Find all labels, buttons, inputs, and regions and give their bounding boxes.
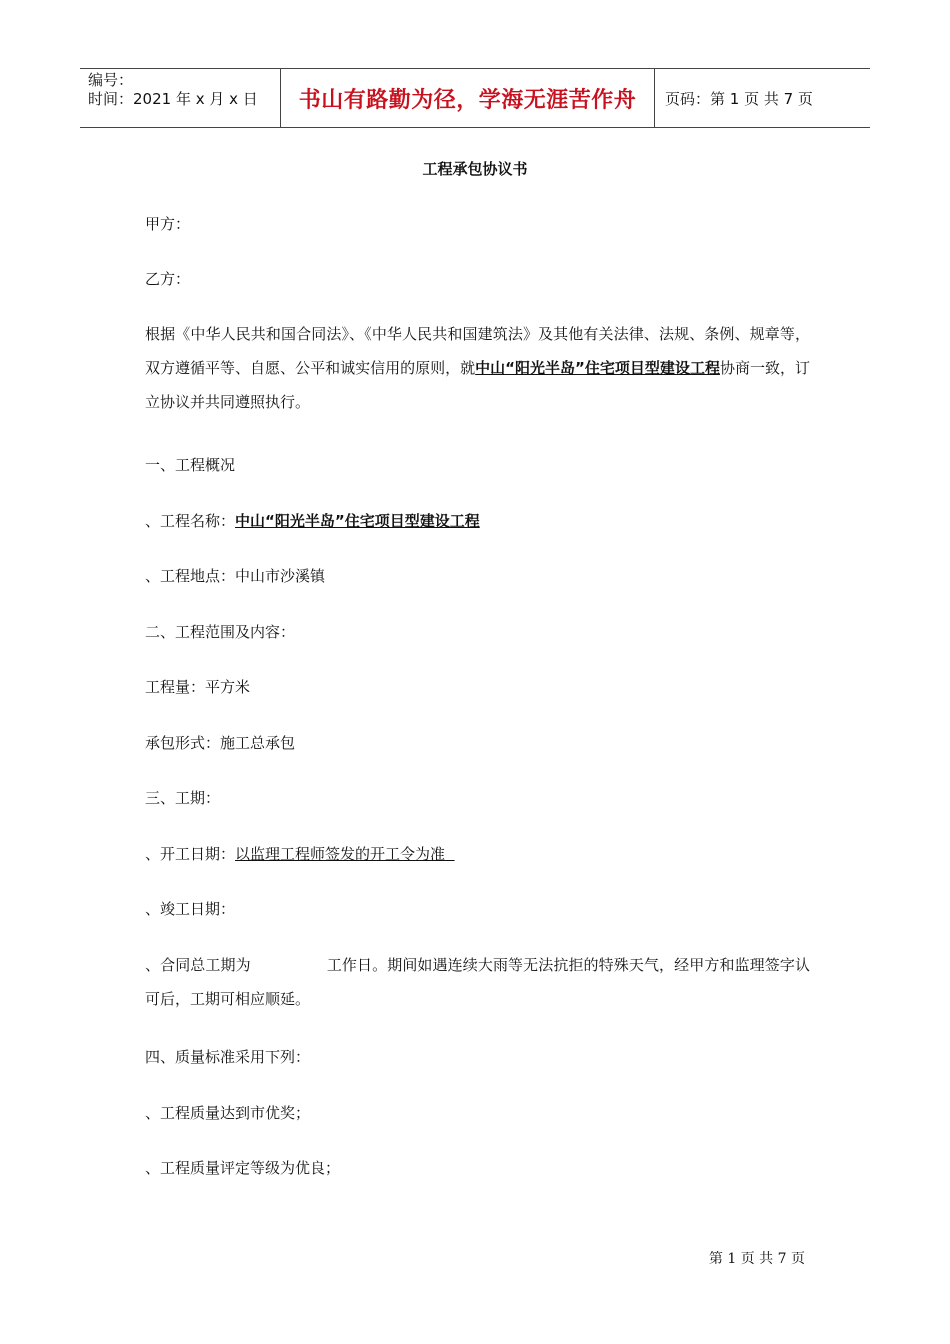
quantity-line: 工程量：平方米 <box>145 678 251 696</box>
intro-prefix: 根据《中华人民共和国合同法》、《中华人民共和国建筑法》及其他有关法律、法规、条例、规章等，双方遵循平等、自愿、公平和诚实信用的原则，就 <box>145 325 810 377</box>
duration-paragraph <box>145 948 810 1016</box>
project-name-line <box>145 504 810 538</box>
party-a-line: 甲方： <box>145 215 191 233</box>
document-number-label: 编号： <box>88 71 134 89</box>
document-time-label: 时间：2021 年 x 月 x 日 <box>88 90 258 108</box>
header-meta <box>80 69 281 127</box>
start-date-value: 以监理工程师签发的开工令为准 <box>235 845 446 863</box>
page-header <box>80 68 870 128</box>
footer-page-info: 第 1 页 共 7 页 <box>708 1251 805 1267</box>
section-heading-schedule: 三、工期： <box>145 789 221 807</box>
start-date-line <box>145 837 810 871</box>
completion-date-line: 、竣工日期： <box>145 900 236 918</box>
section-heading-overview: 一、工程概况 <box>145 456 236 474</box>
duration-prefix: 、合同总工期为 <box>145 956 251 974</box>
project-name-value: 中山“阳光半岛”住宅项目型建设工程 <box>235 512 480 530</box>
duration-suffix: 工作日。期间如遇连续大雨等无法抗拒的特殊天气，经甲方和监理签字认可后，工期可相应顺延。 <box>145 956 810 1008</box>
document-title: 工程承包协议书 <box>422 160 528 178</box>
party-b-line: 乙方： <box>145 270 191 288</box>
intro-paragraph <box>145 317 810 419</box>
section-heading-quality: 四、质量标准采用下列： <box>145 1048 311 1066</box>
start-date-label: 、开工日期： <box>145 845 236 863</box>
quality-item-2: 、工程质量评定等级为优良； <box>145 1159 341 1177</box>
intro-suffix: 协商一致，订立协议并共同遵照执行。 <box>145 359 810 411</box>
header-motto: 书山有路勤为径，学海无涯苦作舟 <box>281 69 655 127</box>
quality-item-1: 、工程质量达到市优奖； <box>145 1104 311 1122</box>
header-page-info: 页码：第 1 页 共 7 页 <box>665 89 813 108</box>
intro-project-name: 中山“阳光半岛”住宅项目型建设工程 <box>475 359 720 377</box>
contract-form-line: 承包形式：施工总承包 <box>145 734 296 752</box>
section-heading-scope: 二、工程范围及内容： <box>145 623 296 641</box>
project-name-label: 、工程名称： <box>145 512 236 530</box>
project-location-line: 、工程地点：中山市沙溪镇 <box>145 567 326 585</box>
